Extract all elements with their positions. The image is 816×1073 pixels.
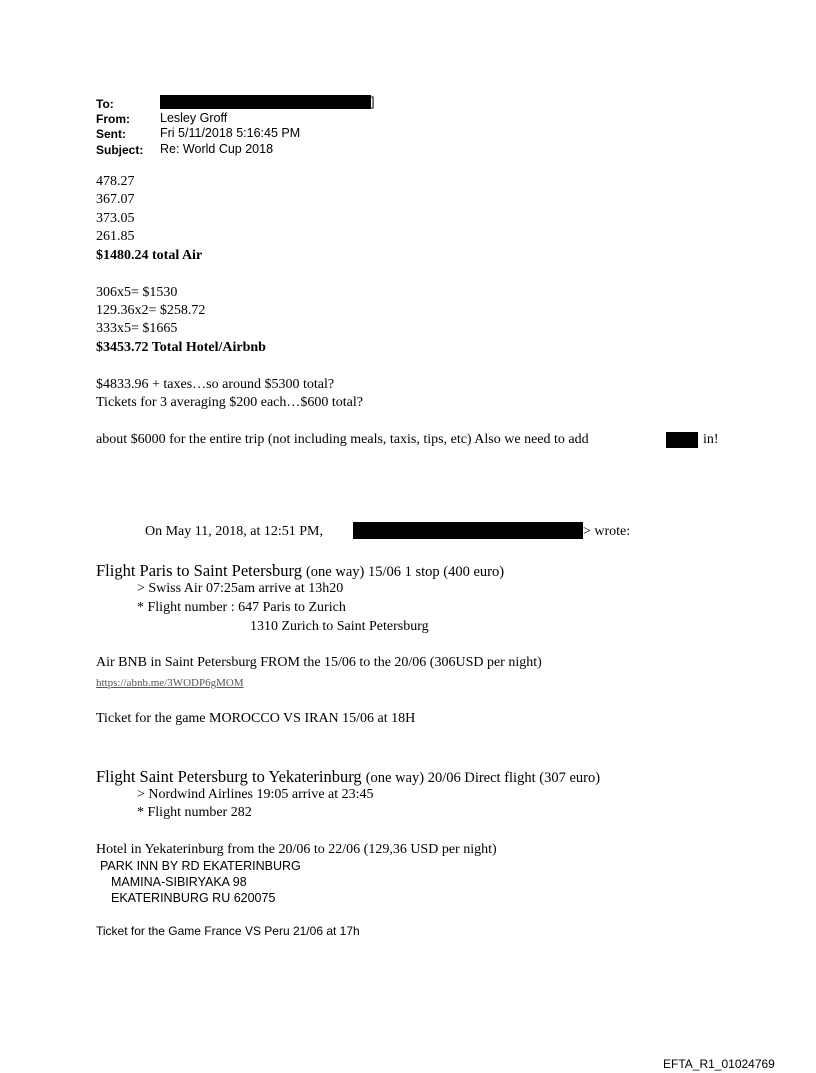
- redaction-block: [160, 95, 371, 109]
- hotel-cost-line: 333x5= $1665: [96, 321, 178, 336]
- flight1-details: (one way) 15/06 1 stop (400 euro): [305, 564, 505, 580]
- ticket-line: Ticket for the Game France VS Peru 21/06 at 17h: [96, 924, 360, 938]
- flight2-title: Flight Saint Petersburg to Yekaterinburg: [96, 767, 362, 786]
- ticket-line: Ticket for the game MOROCCO VS IRAN 15/06 at 18H: [96, 711, 416, 726]
- air-cost-line: 373.05: [96, 211, 135, 226]
- to-suffix: ]: [371, 95, 375, 109]
- trip-note: about $6000 for the entire trip (not including meals, taxis, tips, etc) Also we need to add: [96, 432, 589, 447]
- flight1-number: * Flight number : 647 Paris to Zurich: [137, 600, 346, 615]
- air-cost-line: 367.07: [96, 192, 135, 207]
- airbnb-link[interactable]: https://abnb.me/3WODP6gMOM: [96, 677, 244, 689]
- sent-label: Sent:: [96, 127, 126, 141]
- hotel-cost-line: 306x5= $1530: [96, 285, 178, 300]
- hotel-total: $3453.72 Total Hotel/Airbnb: [96, 340, 266, 355]
- air-total: $1480.24 total Air: [96, 248, 203, 263]
- from-value: Lesley Groff: [160, 111, 228, 125]
- redaction-block: [666, 432, 698, 448]
- document-id: EFTA_R1_01024769: [663, 1057, 775, 1071]
- airbnb-line: Air BNB in Saint Petersburg FROM the 15/06 to the 20/06 (306USD per night): [96, 655, 542, 670]
- hotel-cost-line: 129.36x2= $258.72: [96, 303, 206, 318]
- subject-value: Re: World Cup 2018: [160, 142, 274, 156]
- flight2-airline: > Nordwind Airlines 19:05 arrive at 23:45: [137, 787, 374, 802]
- quote-intro: On May 11, 2018, at 12:51 PM,: [145, 524, 323, 539]
- from-label: From:: [96, 112, 130, 126]
- redaction-block: [353, 522, 583, 539]
- hotel-address-name: PARK INN BY RD EKATERINBURG: [100, 859, 301, 873]
- flight1-connection: 1310 Zurich to Saint Petersburg: [250, 619, 429, 634]
- hotel-address-street: MAMINA-SIBIRYAKA 98: [111, 875, 247, 889]
- summary-line: $4833.96 + taxes…so around $5300 total?: [96, 377, 335, 392]
- flight1-title: Flight Paris to Saint Petersburg: [96, 561, 302, 580]
- hotel-line: Hotel in Yekaterinburg from the 20/06 to 22/06 (129,36 USD per night): [96, 842, 497, 857]
- to-label: To:: [96, 97, 114, 111]
- flight2-number: * Flight number 282: [137, 805, 252, 820]
- flight1-heading: [96, 561, 504, 581]
- trip-note-end: in!: [703, 432, 719, 447]
- air-cost-line: 261.85: [96, 229, 135, 244]
- flight2-details: (one way) 20/06 Direct flight (307 euro): [365, 770, 601, 786]
- flight1-airline: > Swiss Air 07:25am arrive at 13h20: [137, 581, 344, 596]
- flight2-heading: [96, 767, 600, 787]
- summary-line: Tickets for 3 averaging $200 each…$600 total?: [96, 395, 363, 410]
- quote-intro-end: > wrote:: [583, 524, 631, 539]
- air-cost-line: 478.27: [96, 174, 135, 189]
- subject-label: Subject:: [96, 143, 144, 157]
- hotel-address-city: EKATERINBURG RU 620075: [111, 891, 276, 905]
- sent-value: Fri 5/11/2018 5:16:45 PM: [160, 126, 301, 140]
